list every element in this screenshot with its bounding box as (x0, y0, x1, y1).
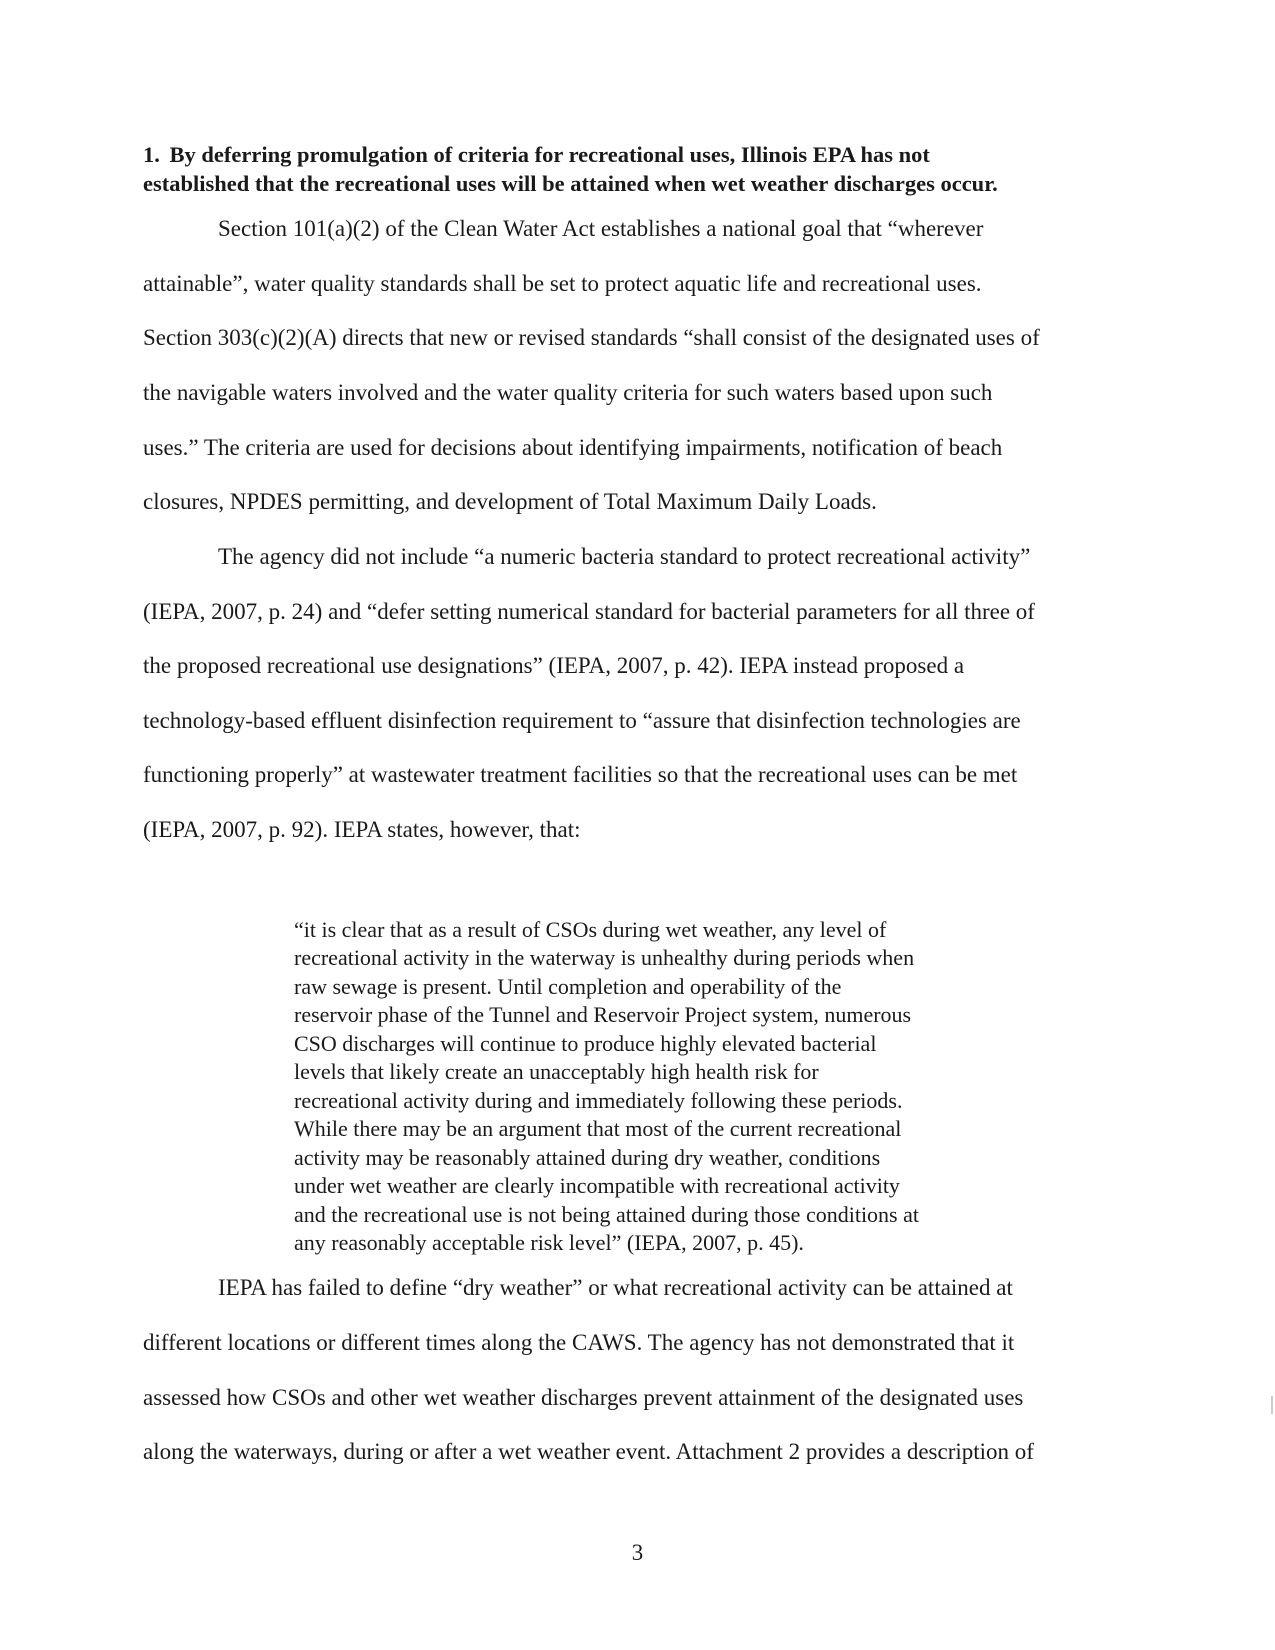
scan-edge-mark (1271, 1396, 1273, 1414)
paragraph-3-line-3: assessed how CSOs and other wet weather discharges prevent attainment of the designated uses (143, 1385, 1024, 1410)
heading-number: 1. (143, 142, 160, 167)
page-number: 3 (631, 1540, 644, 1565)
paragraph-2-line-6: (IEPA, 2007, p. 92). IEPA states, however, that: (143, 817, 581, 842)
paragraph-1-line-4: the navigable waters involved and the water quality criteria for such waters based upon such (143, 380, 993, 405)
paragraph-3-line-4: along the waterways, during or after a wet weather event. Attachment 2 provides a description of (143, 1439, 1034, 1464)
paragraph-1-line-5: uses.” The criteria are used for decisions about identifying impairments, notification of beach (143, 435, 1003, 460)
quote-line-8: While there may be an argument that most of the current recreational (294, 1116, 902, 1141)
paragraph-1-line-3: Section 303(c)(2)(A) directs that new or revised standards “shall consist of the designated uses of (143, 325, 1040, 350)
heading-line-1 (143, 140, 1143, 169)
paragraph-3-line-1: IEPA has failed to define “dry weather” or what recreational activity can be attained at (218, 1275, 1013, 1300)
quote-line-6: levels that likely create an unacceptably high health risk for (294, 1059, 819, 1084)
quote-line-10: under wet weather are clearly incompatible with recreational activity (294, 1173, 900, 1198)
paragraph-1-line-6: closures, NPDES permitting, and development of Total Maximum Daily Loads. (143, 489, 877, 514)
paragraph-3-line-2: different locations or different times along the CAWS. The agency has not demonstrated that it (143, 1330, 1015, 1355)
quote-line-7: recreational activity during and immediately following these periods. (294, 1088, 903, 1113)
quote-line-5: CSO discharges will continue to produce highly elevated bacterial (294, 1031, 877, 1056)
paragraph-2-line-5: functioning properly” at wastewater treatment facilities so that the recreational uses can be met (143, 762, 1018, 787)
quote-line-3: raw sewage is present. Until completion and operability of the (294, 974, 842, 999)
paragraph-2-line-4: technology-based effluent disinfection requirement to “assure that disinfection technologies are (143, 708, 1021, 733)
paragraph-2-line-2: (IEPA, 2007, p. 24) and “defer setting numerical standard for bacterial parameters for all three of (143, 599, 1035, 624)
paragraph-2-line-3: the proposed recreational use designations” (IEPA, 2007, p. 42). IEPA instead proposed a (143, 653, 965, 678)
quote-line-2: recreational activity in the waterway is unhealthy during periods when (294, 945, 915, 970)
heading-text-1: By deferring promulgation of criteria for recreational uses, Illinois EPA has not (169, 142, 930, 167)
paragraph-2-line-1: The agency did not include “a numeric bacteria standard to protect recreational activity” (218, 544, 1031, 569)
paragraph-1-line-2: attainable”, water quality standards shall be set to protect aquatic life and recreational uses. (143, 271, 982, 296)
quote-line-9: activity may be reasonably attained during dry weather, conditions (294, 1145, 881, 1170)
paragraph-1-line-1: Section 101(a)(2) of the Clean Water Act establishes a national goal that “wherever (218, 216, 984, 241)
heading-line-2: established that the recreational uses will be attained when wet weather discharges occur. (143, 171, 998, 196)
section-heading (143, 140, 1143, 198)
quote-line-1: “it is clear that as a result of CSOs during wet weather, any level of (294, 917, 887, 942)
quote-line-12: any reasonably acceptable risk level” (IEPA, 2007, p. 45). (294, 1230, 804, 1255)
quote-line-11: and the recreational use is not being attained during those conditions at (294, 1202, 919, 1227)
quote-line-4: reservoir phase of the Tunnel and Reservoir Project system, numerous (294, 1002, 912, 1027)
